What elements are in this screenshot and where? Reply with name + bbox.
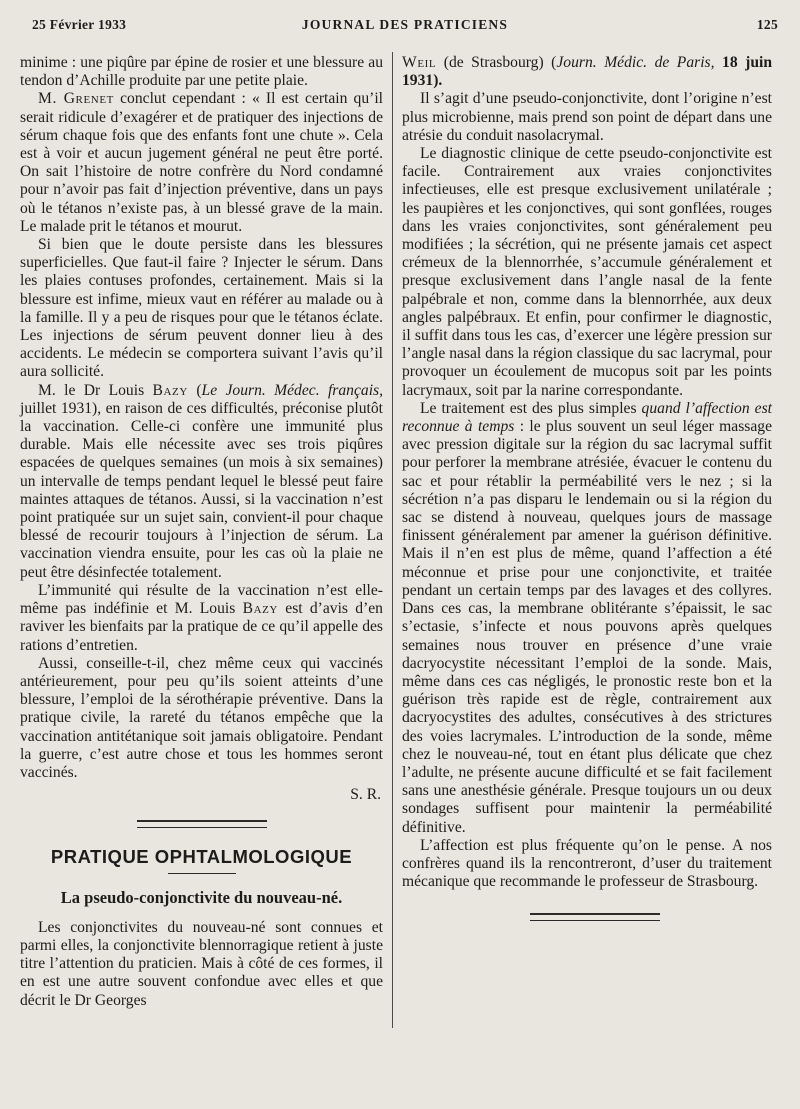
paragraph: Le diagnostic clinique de cette pseudo-conjonctivite est facile. Contrairement aux vraies conjonctivites infectieuses, elle est presque exclusivement unilatérale ; les paupières et les conjonctives, qui sont gonflées, rouges dans les vraies conjonctivites, sont généralement peu modifiées ; la sécrétion, qui ne présente jamais cet aspect crémeux de la blennorrhée, s’accumule généralement et presque exclusivement dans l’angle nasal de la fente palpébrale et non, comme dans la blennorrhée, aux deux angles palpébraux. Et enfin, pour confirmer le diagnostic, il suffit dans tous les cas, d’exercer une légère pression sur l’angle nasal dans la région classique du sac lacrymal, pour provoquer un écoulement de mucopus soit par les points lacrymaux, soit par la narine correspondante. — [402, 145, 772, 399]
emphasis: quand l’affection est reconnue à temps — [402, 399, 772, 436]
column-divider — [392, 52, 393, 1028]
paragraph: Les conjonctivites du nouveau-né sont connues et parmi elles, la conjonctivite blennorragique retient à juste titre l’attention du praticien. Mais à côté de ces formes, il en est une autre souvent confondue avec elles et que décrit le Dr Georges — [20, 918, 383, 1009]
paragraph: L’immunité qui résulte de la vaccination n’est elle-même pas indéfinie et M. Louis Bazy est d’avis d’en raviver les bienfaits par la pratique de ce qu’il appelle des rations d’entretien. — [20, 581, 383, 654]
author-name: Bazy — [152, 381, 188, 399]
issue-date: 25 Février 1933 — [32, 17, 127, 32]
page-number: 125 — [756, 17, 778, 32]
paragraph: minime : une piqûre par épine de rosier et une blessure au tendon d’Achille produite par une petite plaie. — [20, 54, 383, 90]
left-column — [20, 54, 383, 1010]
paragraph: Le traitement est des plus simples quand l’affection est reconnue à temps : le plus souvent un seul léger massage avec pression digitale sur la région du sac lacrymal suffit pour perforer la membrane atrésiée, évacuer le contenu du sac et pour rétablir la perméabilité vers le nez ; si la sécrétion n’a pas disparu le lendemain ou si la région du sac se distend à nouveau, quelques jours de massage finissent généralement par amener la guérison définitive. Mais il n’en est plus de même, quand l’affection a été méconnue et prise pour une conjonctivite, et traitée pendant un certain temps par des lavages et des collyres. Dans ces cas, la membrane oblitérante s’épaissit, le sac s’ectasie, s’infecte et nous pouvons après quelques semaines nous trouver en présence d’une vraie dacryocystite nécessitant l’emploi de la sonde. Mais, même dans ces cas négligés, le pronostic reste bon et la guérison très rapide est de règle, contrairement aux dacryocystites des adultes, consécutives à des strictures des voies lacrymales. L’introduction de la sonde, même chez le nouveau-né, tout en étant plus délicate que chez l’adulte, ne présente aucune difficulté et se fait facilement sans une anesthésie générale. Presque toujours un ou deux sondages suffisent pour maintenir la perméabilité définitive. — [402, 399, 773, 836]
paragraph: Il s’agit d’une pseudo-conjonctivite, dont l’origine n’est plus microbienne, mais prend son point de départ dans une atrésie du conduit nasolacrymal. — [402, 90, 772, 144]
author-name: Bazy — [242, 600, 278, 618]
paragraph: Si bien que le doute persiste dans les blessures superficielles. Que faut-il faire ? Injecter le sérum. Dans les plaies contuses profondes, certainement. Mais si la blessure est infime, mieux vaut en référer au malade ou à la famille. Il y a peu de risques pour que le tétanos éclate. Les injections de sérum peuvent donner lieu à des accidents. Le médecin se comportera suivant l’avis qu’il aura sollicité. — [20, 236, 383, 381]
title-underline — [168, 873, 236, 874]
article-title: La pseudo-conjonctivite du nouveau-né. — [60, 887, 343, 907]
section-separator — [137, 820, 267, 828]
paragraph: Weil (de Strasbourg) (Journ. Médic. de Paris, 18 juin 1931). — [402, 54, 773, 90]
journal-title: JOURNAL DES PRATICIENS — [301, 17, 509, 32]
journal-reference: Le Journ. Médec. français, — [201, 381, 383, 399]
section-title: PRATIQUE OPHTALMOLOGIQUE — [50, 846, 353, 868]
paragraph: Aussi, conseille-t-il, chez même ceux qui vaccinés antérieurement, pour peu qu’ils soient atteints d’une blessure, l’emploi de la sérothérapie préventive. Dans la pratique civile, la rareté du tétanos empêche que la vaccination antitétanique soit jamais obligatoire. Pendant la guerre, c’est autre chose et tous les hommes seront vaccinés. — [20, 654, 383, 781]
paragraph: L’affection est plus fréquente qu’on le pense. A nos confrères quand ils la rencontreront, d’user du traitement mécanique que recommande le professeur de Strasbourg. — [402, 836, 772, 891]
running-header — [32, 17, 778, 37]
right-column — [402, 54, 772, 921]
signature: S. R. — [350, 786, 381, 804]
journal-reference: Journ. Médic. de Paris, — [556, 54, 715, 71]
paragraph: M. le Dr Louis Bazy (Le Journ. Médec. français, juillet 1931), en raison de ces difficultés, préconise plutôt la vaccination. Celle-ci confère une immunité plus durable. Mais elle nécessite avec ses trois piqûres espacées de quelques semaines (un mois à six semaines) un intervalle de temps pendant lequel le blessé peut faire maintes attaques de tétanos. Aussi, si la vaccination n’est point pratiquée sur un sujet sain, convient-il pour chaque blessé de recourir toujours à l’injection de sérum. La vaccination viendra ensuite, pour les cas où la plaie ne peut être désinfectée totalement. — [20, 381, 383, 581]
author-name: M. Grenet — [38, 90, 114, 108]
article-end-separator — [530, 913, 660, 921]
paragraph: M. Grenet conclut cependant : « Il est certain qu’il serait ridicule d’exagérer et de pratiquer des injections de sérum chaque fois que des enfants font une chute ». Cela est à voir et aucun jugement général ne peut être porté. On sait l’histoire de notre confrère du Nord condamné pour n’avoir pas fait d’injection préventive, dans un pays où le tétanos n’existe pas, à un blessé grave de la main. Le malade prit le tétanos et mourut. — [20, 90, 383, 235]
author-name: Weil — [402, 54, 437, 71]
